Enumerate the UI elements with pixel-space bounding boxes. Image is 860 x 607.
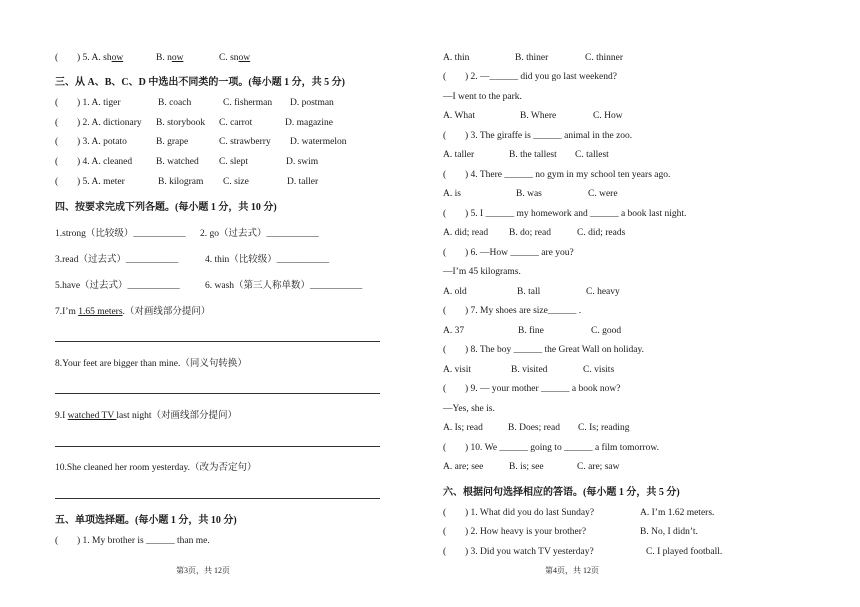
option-a: ) 5. A. show — [77, 53, 124, 63]
dialogue-line: —I’m 45 kilograms. — [443, 267, 521, 277]
question-row: ( ) 7. My shoes are size______ . — [443, 306, 582, 316]
q8-answer-line[interactable] — [55, 393, 380, 394]
s3-question-row: ( ) 5. A. meter B. kilogram C. size D. taller — [55, 177, 319, 187]
page-footer-right: 第4页，共 12页 — [545, 566, 599, 575]
s4-row: 5.have（过去式）___________ 6. wash（第三人称单数）___________ — [55, 281, 363, 291]
section-5-title: 五、单项选择题。(每小题 1 分，共 10 分) — [55, 515, 237, 526]
s3-question-row: ( ) 4. A. cleaned B. watched C. slept D. swim — [55, 157, 319, 167]
s3-question-row: ( ) 2. A. dictionary B. storybook C. carrot D. magazine — [55, 118, 334, 128]
option-b: B. now — [156, 53, 184, 63]
question-row: ( ) 6. —How ______ are you? — [443, 248, 574, 258]
q9-answer-line[interactable] — [55, 446, 380, 447]
option-row: A. is B. was C. were — [443, 189, 618, 199]
option-row: A. old B. tall C. heavy — [443, 287, 620, 297]
s5-q1: ( ) 1. My brother is ______ than me. — [55, 536, 210, 546]
page-footer-left: 第3页，共 12页 — [176, 566, 230, 575]
q10-prompt: 10.She cleaned her room yesterday.（改为否定句） — [55, 463, 257, 473]
option-row: A. are; see B. is; see C. are; saw — [443, 462, 620, 472]
dialogue-line: —I went to the park. — [443, 92, 522, 102]
option-row: A. did; read B. do; read C. did; reads — [443, 228, 626, 238]
question-row: ( ) 10. We ______ going to ______ a film tomorrow. — [443, 443, 659, 453]
q7-answer-line[interactable] — [55, 341, 380, 342]
q10-answer-line[interactable] — [55, 498, 380, 499]
option-row: A. thin B. thiner C. thinner — [443, 53, 623, 63]
section-4-title: 四、按要求完成下列各题。(每小题 1 分，共 10 分) — [55, 202, 277, 213]
option-row: A. taller B. the tallest C. tallest — [443, 150, 609, 160]
question-row: ( ) 5. I ______ my homework and ______ a book last night. — [443, 209, 687, 219]
s4-row: 3.read（过去式）___________ 4. thin（比较级）___________ — [55, 255, 330, 265]
s4-row: 1.strong（比较级）___________ 2. go（过去式）___________ — [55, 229, 319, 239]
question-row: ( ) 2. —______ did you go last weekend? — [443, 72, 617, 82]
s3-question-row: ( ) 3. A. potato B. grape C. strawberry D. watermelon — [55, 137, 347, 147]
match-row: ( ) 3. Did you watch TV yesterday? C. I played football. — [443, 547, 723, 557]
question-row: ( ) 8. The boy ______ the Great Wall on holiday. — [443, 345, 644, 355]
section-6-title: 六、根据问句选择相应的答语。(每小题 1 分，共 5 分) — [443, 487, 680, 498]
option-row: A. What B. Where C. How — [443, 111, 623, 121]
q8-prompt: 8.Your feet are bigger than mine.（同义句转换） — [55, 359, 247, 369]
q7-prompt: 7.I’m 1.65 meters.（对画线部分提问） — [55, 307, 211, 317]
s3-question-row: ( ) 1. A. tiger B. coach C. fisherman D. postman — [55, 98, 334, 108]
option-row: A. Is; read B. Does; read C. Is; reading — [443, 423, 630, 433]
s2-q5-row — [55, 52, 251, 64]
option-row: A. visit B. visited C. visits — [443, 365, 615, 375]
section-3-title: 三、从 A、B、C、D 中选出不同类的一项。(每小题 1 分，共 5 分) — [55, 77, 345, 88]
dialogue-line: —Yes, she is. — [443, 404, 495, 414]
q9-prompt: 9.I watched TV last night（对画线部分提问） — [55, 411, 238, 421]
match-row: ( ) 1. What did you do last Sunday? A. I’m 1.62 meters. — [443, 508, 715, 518]
match-row: ( ) 2. How heavy is your brother? B. No, I didn’t. — [443, 527, 698, 537]
option-row: A. 37 B. fine C. good — [443, 326, 622, 336]
question-row: ( ) 3. The giraffe is ______ animal in the zoo. — [443, 131, 633, 141]
option-c: C. snow — [219, 53, 251, 63]
question-row: ( ) 4. There ______ no gym in my school ten years ago. — [443, 170, 671, 180]
answer-paren: ( — [55, 53, 59, 63]
question-row: ( ) 9. — your mother ______ a book now? — [443, 384, 621, 394]
